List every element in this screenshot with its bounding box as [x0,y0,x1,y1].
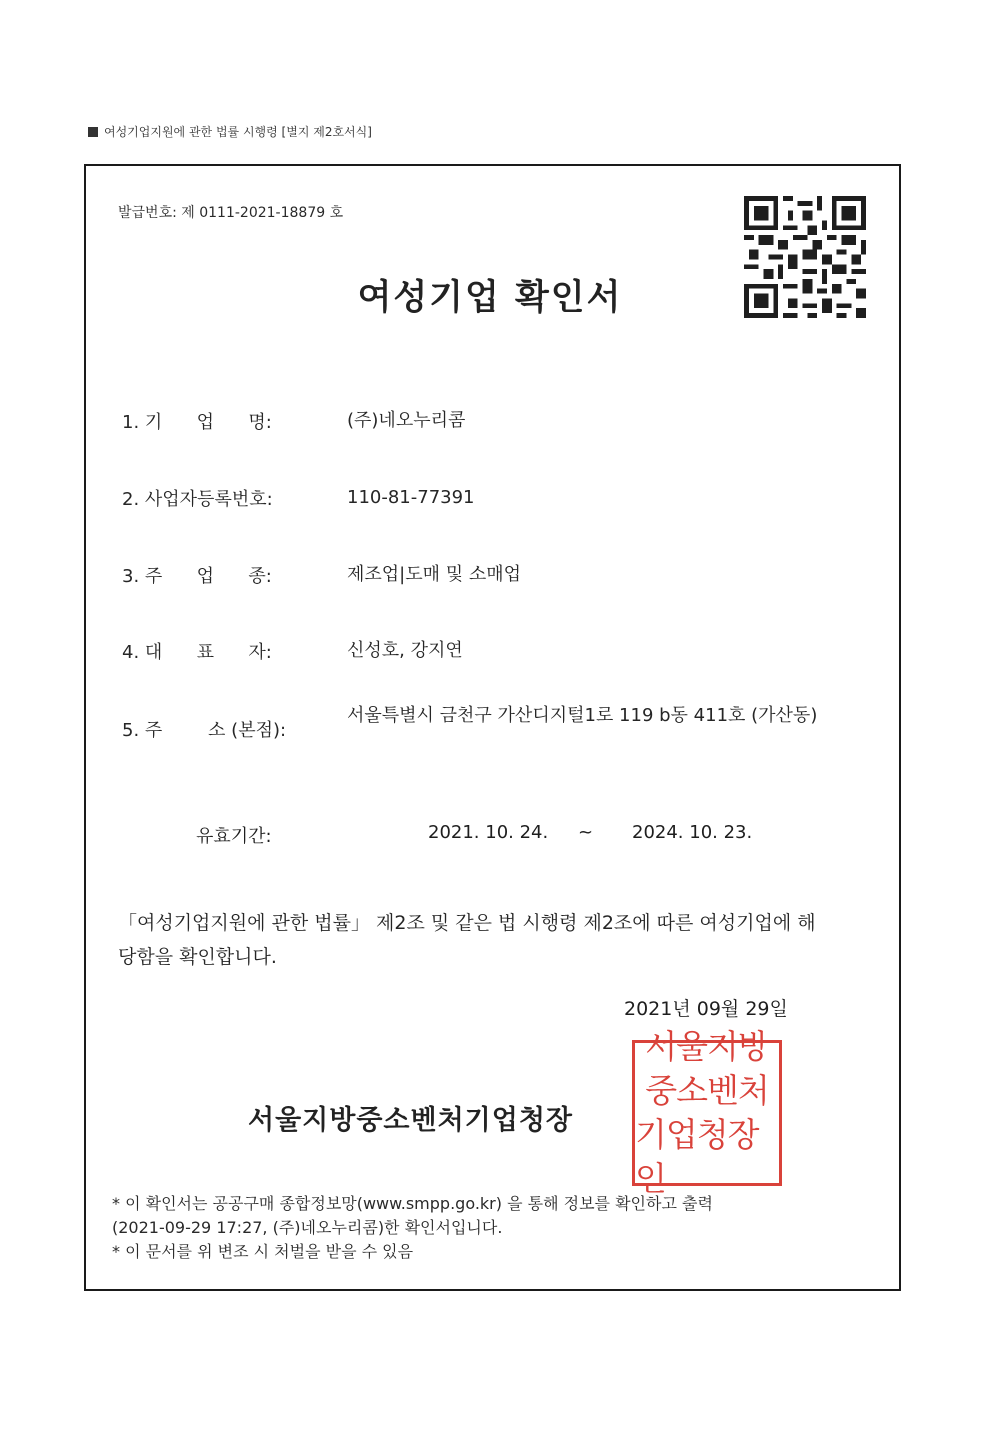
form-reference [88,123,372,140]
field-value: 제조업|도매 및 소매업 [347,564,521,585]
issuer-name: 서울지방중소벤처기업청장 [248,1105,573,1136]
seal-line: 서울지방 [645,1027,769,1066]
footnote-line: * 이 확인서는 공공구매 종합정보망(www.smpp.go.kr) 을 통해 정보를 확인하고 출력 [112,1194,713,1213]
seal-line: 기업청장인 [635,1115,759,1198]
field-value: 서울특별시 금천구 가산디지털1로 119 b동 411호 (가산동) [347,705,818,726]
field-value: 신성호, 강지연 [347,640,463,661]
validity-separator: ~ [578,822,594,843]
validity-start-date: 2021. 10. 24. [428,822,549,843]
issue-number: 발급번호: 제 0111-2021-18879 호 [118,205,344,221]
field-label: 3. 주 업 종: [122,566,272,587]
form-reference-text: 여성기업지원에 관한 법률 시행령 [별지 제2호서식] [104,125,372,139]
field-value: (주)네오누리콤 [347,410,466,431]
document-title: 여성기업 확인서 [357,278,623,318]
validity-label: 유효기간: [196,826,272,847]
official-seal [632,1027,782,1198]
field-value: 110-81-77391 [347,487,475,508]
seal-line: 중소벤처 [645,1071,769,1110]
footnote-line: * 이 문서를 위 변조 시 처벌을 받을 수 있음 [112,1242,414,1261]
footnote-line: (2021-09-29 17:27, (주)네오누리콤)한 확인서입니다. [112,1218,503,1237]
field-label: 4. 대 표 자: [122,642,272,663]
confirmation-statement: 「여성기업지원에 관한 법률」 제2조 및 같은 법 시행령 제2조에 따른 여성기업에 해당함을 확인합니다. [118,912,816,968]
validity-end-date: 2024. 10. 23. [632,822,753,843]
field-label: 2. 사업자등록번호: [122,489,273,510]
field-label: 1. 기 업 명: [122,412,272,433]
square-bullet-icon [88,127,98,137]
issue-date: 2021년 09월 29일 [624,998,788,1020]
field-label: 5. 주 소 (본점): [122,720,287,741]
